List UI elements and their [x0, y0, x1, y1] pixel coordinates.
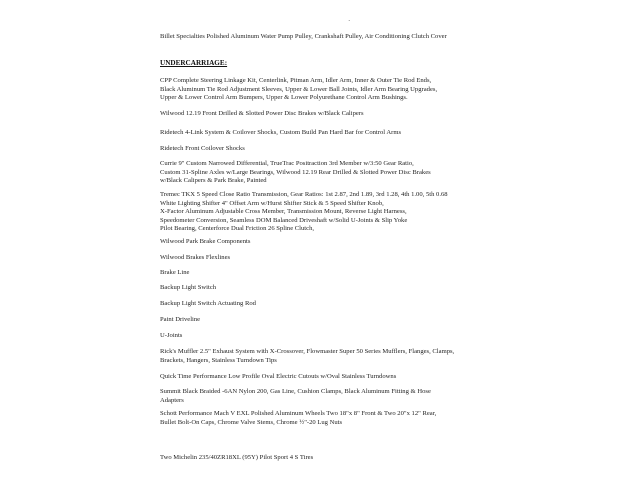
list-item-line: Wilwood Park Brake Components — [160, 238, 251, 245]
list-item-line: Black Aluminum Tie Rod Adjustment Sleeves, Upper & Lower Ball Joints, Idler Arm Bearing Upgrades, — [160, 85, 438, 93]
list-item-line: Schott Performance Mach V EXL Polished Aluminum Wheels Two 18"x 8" Front & Two 20"x 12" Rear, — [160, 410, 437, 417]
list-item-line: Summit Black Braided -6AN Nylon 200, Gas Line, Cushion Clamps, Black Aluminum Fitting & Hose — [160, 388, 431, 395]
list-item-line: Quick Time Performance Low Profile Oval Electric Cutouts w/Oval Stainless Turndowns — [160, 373, 397, 380]
list-item-line: Tremec TKX 5 Speed Close Ratio Transmission, Gear Ratios: 1st 2.87, 2nd 1.89, 3rd 1.28, 4th 1.00, 5th 0.68 — [160, 191, 448, 198]
list-item-line: Wilwood Brakes Flexlines — [160, 254, 231, 261]
list-item-line: Brake Line — [160, 269, 190, 276]
list-item-line: White Lighting Shifter 4" Offset Arm w/Hurst Shifter Stick & 5 Speed Shifter Knob, — [160, 199, 384, 207]
list-item-line: Rick's Muffler 2.5" Exhaust System with X-Crossover, Flowmaster Super 50 Series Mufflers, Flanges, Clamps, — [160, 348, 455, 355]
list-item-line: Speedometer Conversion, Seamless DOM Balanced Driveshaft w/Solid U-Joints & Slip Yoke — [160, 216, 408, 224]
list-item-line: CPP Complete Steering Linkage Kit, Centerlink, Pitman Arm, Idler Arm, Inner & Outer Tie Rod Ends, — [160, 77, 432, 84]
list-item-line: Backup Light Switch — [160, 284, 217, 291]
section-heading: UNDERCARRIAGE: — [160, 59, 228, 67]
list-item-line: Pilot Bearing, Centerforce Dual Friction 26 Spline Clutch, — [160, 225, 315, 233]
list-item-line: Custom 31-Spline Axles w/Large Bearings, Wilwood 12.19 Rear Drilled & Slotted Power Disc Brakes — [160, 168, 431, 176]
list-item-line: Backup Light Switch Actuating Rod — [160, 300, 256, 307]
list-item-line: Brackets, Hangers, Stainless Turndown Tips — [160, 356, 277, 364]
list-item-line: w/Black Calipers & Park Brake, Painted — [160, 177, 267, 185]
list-item-line: Bullet Bolt-On Caps, Chrome Valve Stems, Chrome ½"-20 Lug Nuts — [160, 418, 343, 426]
list-item-line: U-Joints — [160, 332, 183, 339]
list-item-line: Adapters — [160, 396, 184, 404]
list-item-line: Ridetech 4-Link System & Coilover Shocks, Custom Build Pan Hard Bar for Control Arms — [160, 129, 402, 136]
page-mark: · — [348, 17, 351, 25]
list-item-line: Paint Driveline — [160, 316, 201, 323]
top-line: Billet Specialties Polished Aluminum Water Pump Pulley, Crankshaft Pulley, Air Conditioning Clutch Cover — [160, 33, 447, 40]
list-item-line: Wilwood 12.19 Front Drilled & Slotted Power Disc Brakes w/Black Calipers — [160, 110, 364, 117]
list-item-line: Two Michelin 235/40ZR18XL (95Y) Pilot Sport 4 S Tires — [160, 454, 314, 461]
list-item-line: Upper & Lower Control Arm Bumpers, Upper & Lower Polyurethane Control Arm Bushings. — [160, 94, 408, 102]
list-item-line: X-Factor Aluminum Adjustable Cross Member, Transmission Mount, Reverse Light Harness, — [160, 208, 407, 216]
list-item-line: Ridetech Front Coilover Shocks — [160, 145, 245, 152]
list-item-line: Currie 9" Custom Narrowed Differential, TrueTrac Positraction 3rd Member w/3:50 Gear Ratio, — [160, 160, 414, 167]
